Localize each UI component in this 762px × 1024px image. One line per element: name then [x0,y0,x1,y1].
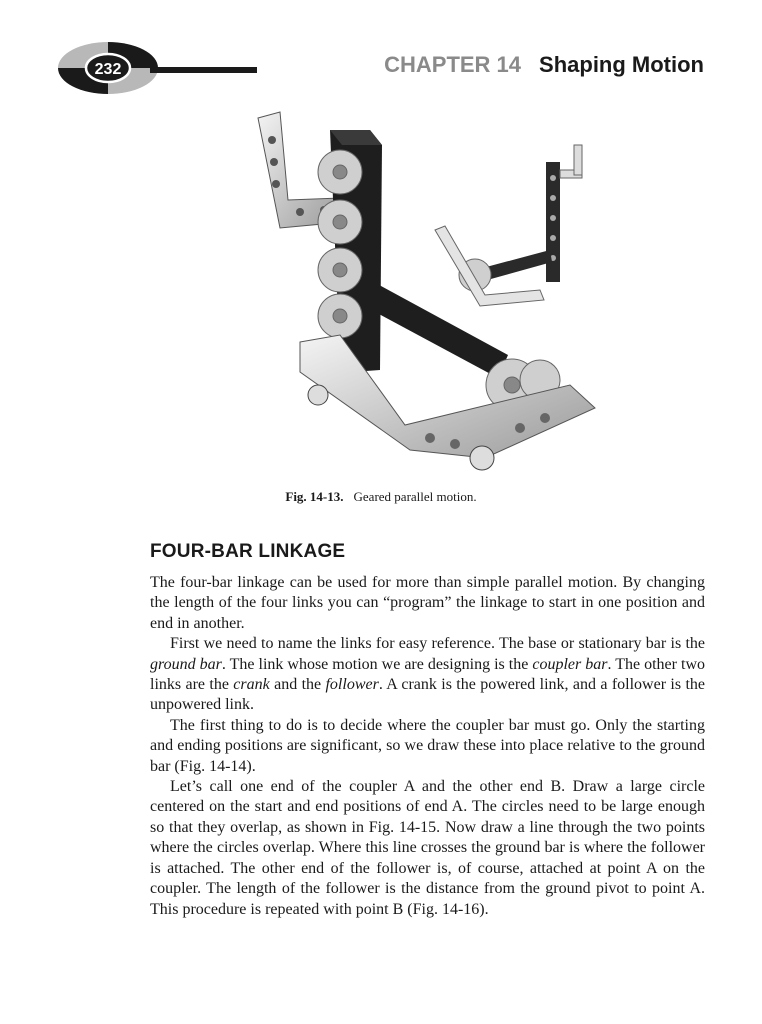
body-text [150,573,705,920]
bent-base-beam [300,335,595,470]
paragraph-2: First we need to name the links for easy reference. The base or stationary bar is the ground bar. The link whose motion we are designing is the coupler bar. The other two links are the crank and the follower. A crank is the powered link, and a follower is the unpowered link. [150,635,705,714]
figure-number: Fig. 14-13. [285,489,344,504]
running-header [384,52,704,78]
figure-caption [0,489,762,505]
section-heading: FOUR-BAR LINKAGE [150,541,346,562]
header-rule [150,67,257,73]
inset-mechanism [435,145,582,306]
geared-parallel-motion-figure [240,110,610,480]
paragraph-3: The first thing to do is to decide where the coupler bar must go. Only the starting and ending positions are significant, so we draw these into place relative to the ground bar (Fig. 14-14). [150,716,705,775]
chapter-title: Shaping Motion [539,52,704,77]
chapter-label: CHAPTER 14 [384,52,522,77]
page-number-badge [58,42,158,94]
paragraph-4: Let’s call one end of the coupler A and the other end B. Draw a large circle centered on the start and end positions of end A. The circles need to be large enough so that they overlap, as shown in Fig. 14-15. Now draw a line through the two points where the circles overlap. Where this line crosses the ground bar is where the follower is attached. The other end of the follower is, of course, attached at point A on the coupler. The length of the follower is the distance from the ground pivot to point A. This procedure is repeated with point B (Fig. 14-16). [150,778,705,918]
paragraph-1: The four-bar linkage can be used for more than simple parallel motion. By changing the length of the four links you can “program” the linkage to start in one position and end in another. [150,574,705,632]
page-number: 232 [94,61,122,78]
figure-caption-text: Geared parallel motion. [353,489,477,504]
